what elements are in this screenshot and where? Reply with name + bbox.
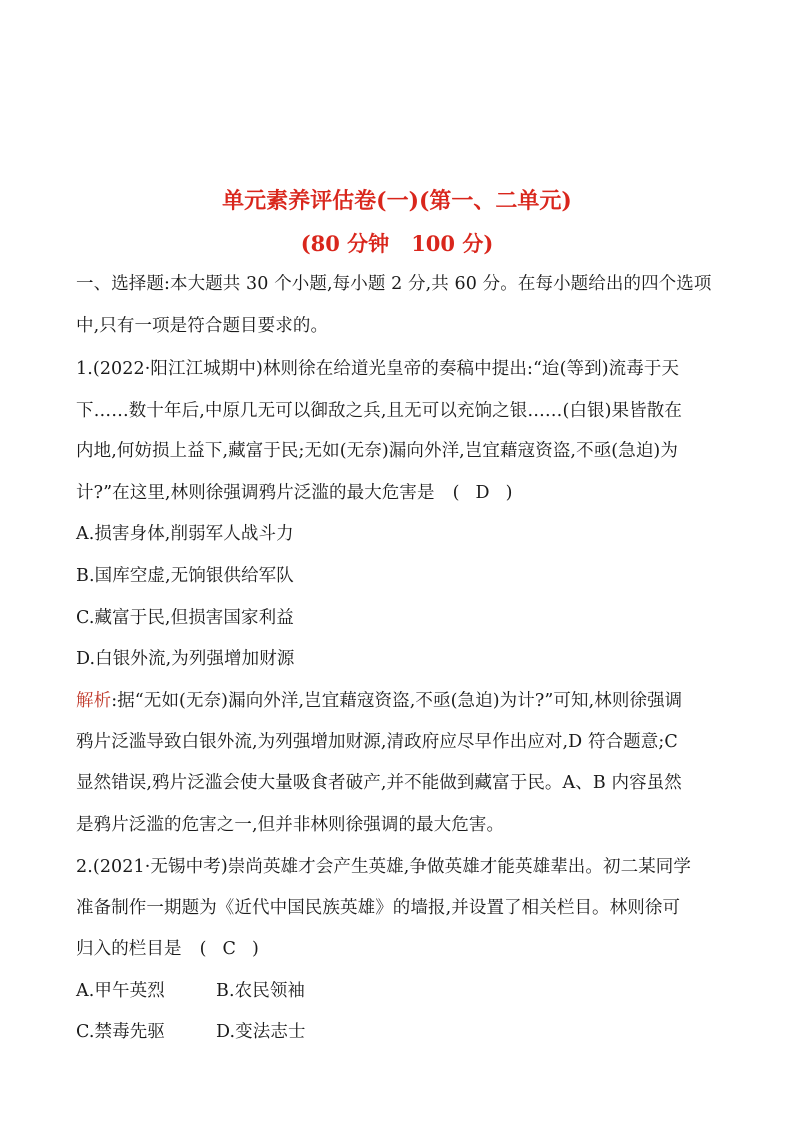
q1-analysis-line-2: 鸦片泛滥导致白银外流,为列强增加财源,清政府应尽早作出应对,D 符合题意;C — [76, 732, 678, 752]
q1-answer-close: ) — [505, 483, 513, 503]
q1-option-d: D.白银外流,为列强增加财源 — [76, 649, 295, 669]
q1-stem-line-4 — [76, 481, 513, 505]
q2-answer-close: ) — [252, 939, 259, 959]
q1-stem-line-1: 1.(2022·阳江江城期中)林则徐在给道光皇帝的奏稿中提出:“迨(等到)流毒于天 — [76, 359, 680, 379]
q1-analysis-text: :据“无如(无奈)漏向外洋,岂宜藉寇资盗,不亟(急迫)为计?”可知,林则徐强调 — [111, 691, 683, 711]
q1-stem-line-2: 下……数十年后,中原几无可以御敌之兵,且无可以充饷之银……(白银)果皆散在 — [76, 401, 682, 421]
exam-subtitle — [0, 229, 794, 259]
q2-options-row-1 — [76, 979, 376, 1003]
q1-answer — [453, 481, 513, 505]
total-score: 100 分) — [411, 231, 494, 256]
q2-stem-line-1: 2.(2021·无锡中考)崇尚英雄才会产生英雄,争做英雄才能英雄辈出。初二某同学 — [76, 857, 692, 877]
q1-analysis-line-4: 是鸦片泛滥的危害之一,但并非林则徐强调的最大危害。 — [76, 815, 505, 835]
time-limit: (80 分钟 — [300, 231, 390, 256]
q2-option-a: A.甲午英烈 — [76, 981, 165, 1001]
q2-answer-letter: C — [222, 939, 237, 959]
q1-analysis-line-1 — [76, 689, 682, 713]
q2-option-b: B.农民领袖 — [216, 981, 306, 1001]
q1-analysis-line-3: 显然错误,鸦片泛滥会使大量吸食者破产,并不能做到藏富于民。A、B 内容虽然 — [76, 773, 682, 793]
q1-option-a: A.损害身体,削弱军人战斗力 — [76, 524, 294, 544]
q2-stem-line-3 — [76, 937, 259, 961]
q2-options-row-2 — [76, 1020, 376, 1044]
q2-stem-line-2: 准备制作一期题为《近代中国民族英雄》的墙报,并设置了相关栏目。林则徐可 — [76, 898, 681, 918]
q1-stem-line-3: 内地,何妨损上益下,藏富于民;无如(无奈)漏向外洋,岂宜藉寇资盗,不亟(急迫)为 — [76, 441, 678, 461]
q1-option-c: C.藏富于民,但损害国家利益 — [76, 608, 294, 628]
q2-option-c: C.禁毒先驱 — [76, 1022, 165, 1042]
q1-answer-letter: D — [475, 483, 490, 503]
q2-answer-open: ( — [199, 939, 207, 959]
q1-stem-text: 计?”在这里,林则徐强调鸦片泛滥的最大危害是 — [76, 483, 435, 503]
analysis-label: 解析 — [76, 691, 112, 711]
q1-answer-open: ( — [452, 483, 460, 503]
q2-answer — [200, 937, 259, 961]
section-instruction-line-2: 中,只有一项是符合题目要求的。 — [76, 316, 329, 336]
exam-title: 单元素养评估卷(一)(第一、二单元) — [222, 188, 572, 214]
q2-stem-text: 归入的栏目是 — [76, 939, 182, 959]
q1-option-b: B.国库空虚,无饷银供给军队 — [76, 566, 294, 586]
section-instruction-line-1: 一、选择题:本大题共 30 个小题,每小题 2 分,共 60 分。在每小题给出的四个选项 — [76, 274, 712, 294]
q2-option-d: D.变法志士 — [216, 1022, 306, 1042]
